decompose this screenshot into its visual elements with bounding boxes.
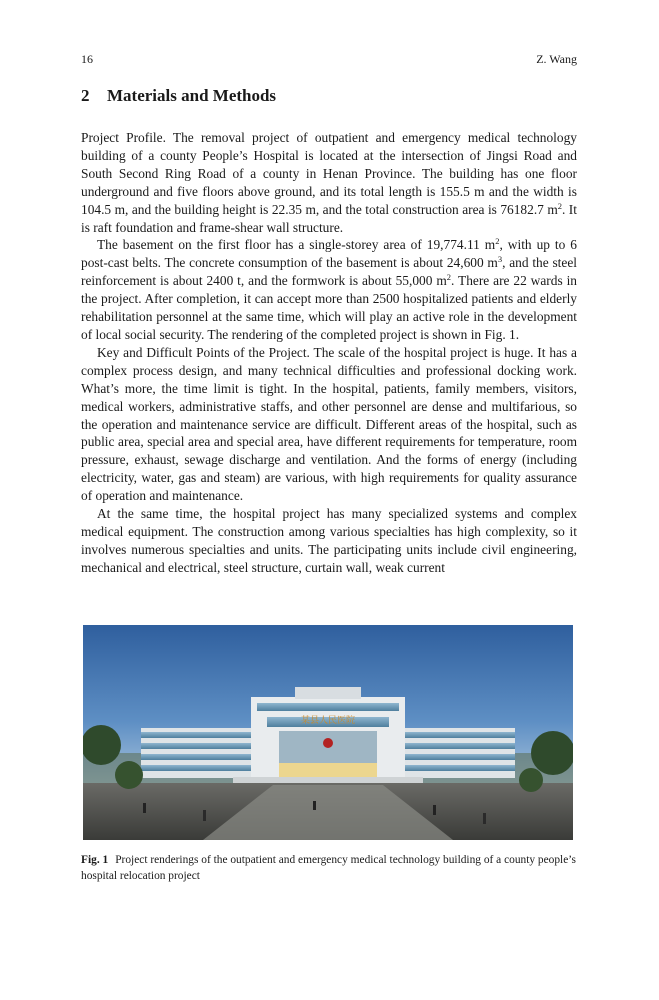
paragraph-project-profile: Project Profile. The removal project of outpatient and emergency medical technology building of a county People’s Hospital is located at the intersection of Jingsi Road and South Second Ring Road of a county in Henan Province. The building has one floor underground and five floors above ground, and its total length is 155.5 m and the width is 104.5 m, and the building height is 22.35 m, and the total construction area is 76182.7 $m^2$. It is raft foundation and frame-shear wall structure. (81, 130, 577, 235)
figure-label: Fig. 1 (81, 854, 109, 866)
page-number: 16 (81, 52, 93, 66)
paragraph-key-difficult-points: Key and Difficult Points of the Project. The scale of the hospital project is huge. It has a complex process design, and many technical difficulties and professional docking work. What’s more, the time limit is tight. In the hospital, patients, family members, visitors, medical workers, administrative staffs, and other personnel are dense and multifarious, so the operation and maintenance service are difficult. Different areas of the hospital, such as public area, special area and special area, have different requirements for temperature, room pressure, exhaust, sewage discharge and ventilation. And the forms of energy (including electricity, water, gas and steam) are various, with high requirements for quality assurance of operation and maintenance. (81, 344, 577, 504)
figure-caption (81, 853, 581, 884)
paragraph-basement: The basement on the first floor has a single-storey area of 19,774.11 $m^2$, with up to 6 post-cast belts. The concrete consumption of the basement is about 24,600 $m^3$, and the steel reinforcement is about 2400 t, and the formwork is about 55,000 $m^2$. There are 22 wards in the project. After completion, it can accept more than 2500 hospitalized patients and elderly rehabilitation personnel at the same time, which will play an active role in the development of local social security. The rendering of the completed project is shown in Fig. 1. (81, 236, 578, 342)
section-title: Materials and Methods (107, 86, 277, 105)
figure-hospital-rendering (83, 625, 573, 840)
body-text (81, 129, 577, 577)
building-sign-text: 某县人民医院 (300, 716, 356, 726)
paragraph-specialized-systems: At the same time, the hospital project has many specialized systems and complex medical equipment. The construction among various specialties has high complexity, so it involves numerous specialties and units. The participating units include civil engineering, mechanical and electrical, steel structure, curtain wall, weak current (81, 506, 577, 575)
hospital-rendering-image (83, 625, 573, 840)
section-number: 2 (81, 86, 90, 105)
figure-caption-text: Project renderings of the outpatient and emergency medical technology building of a county people’s hospital relocation project (81, 854, 576, 882)
running-header (81, 52, 577, 68)
running-author: Z. Wang (536, 52, 577, 66)
section-heading (81, 86, 276, 106)
